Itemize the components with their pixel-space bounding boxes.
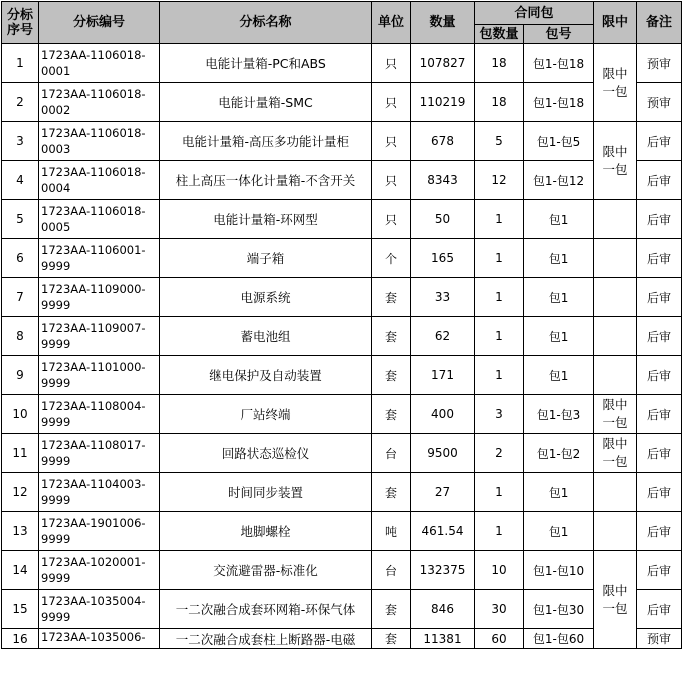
table-row (2, 239, 682, 278)
cell-limit (594, 473, 637, 512)
code-line-1: 1723AA-1106018- (41, 126, 146, 140)
header-package-number: 包号 (524, 25, 594, 44)
table-row (2, 356, 682, 395)
table-row (2, 44, 682, 83)
header-limit: 限中 (594, 2, 637, 44)
cell-qty: 50 (411, 200, 475, 239)
code-line-1: 1723AA-1035004- (41, 594, 146, 608)
code-line-2: 9999 (41, 259, 71, 273)
cell-code (39, 395, 160, 434)
cell-qty: 461.54 (411, 512, 475, 551)
cell-package-count: 18 (475, 83, 524, 122)
cell-code (39, 278, 160, 317)
cell-qty: 846 (411, 590, 475, 629)
cell-package-number: 包1 (524, 473, 594, 512)
cell-unit: 套 (372, 473, 411, 512)
cell-seq: 16 (2, 629, 39, 649)
cell-package-count: 12 (475, 161, 524, 200)
header-contract-package: 合同包 (475, 2, 594, 25)
cell-package-count: 1 (475, 317, 524, 356)
cell-name: 交流避雷器-标准化 (160, 551, 372, 590)
cell-limit: 限中 一包 (594, 122, 637, 200)
cell-package-number: 包1-包2 (524, 434, 594, 473)
cell-name: 柱上高压一体化计量箱-不含开关 (160, 161, 372, 200)
cell-qty: 132375 (411, 551, 475, 590)
cell-limit (594, 317, 637, 356)
cell-seq: 5 (2, 200, 39, 239)
code-line-2: 9999 (41, 298, 71, 312)
code-line-1: 1723AA-1106018- (41, 48, 146, 62)
cell-name: 时间同步装置 (160, 473, 372, 512)
cell-name: 端子箱 (160, 239, 372, 278)
code-line-1: 1723AA-1104003- (41, 477, 146, 491)
code-line-2: 9999 (41, 532, 71, 546)
cell-package-number: 包1-包30 (524, 590, 594, 629)
code-line-2: 0001 (41, 64, 71, 78)
cell-package-number: 包1 (524, 317, 594, 356)
cell-unit: 套 (372, 629, 411, 649)
code-line-2: 9999 (41, 415, 71, 429)
cell-package-number: 包1-包18 (524, 83, 594, 122)
cell-remark: 后审 (637, 278, 682, 317)
cell-package-number: 包1-包18 (524, 44, 594, 83)
cell-package-count: 1 (475, 512, 524, 551)
cell-unit: 只 (372, 122, 411, 161)
cell-package-count: 18 (475, 44, 524, 83)
cell-seq: 7 (2, 278, 39, 317)
cell-limit (594, 200, 637, 239)
cell-unit: 套 (372, 590, 411, 629)
code-line-1: 1723AA-1020001- (41, 555, 146, 569)
cell-limit: 限中 一包 (594, 434, 637, 473)
cell-qty: 9500 (411, 434, 475, 473)
cell-name: 一二次融合成套环网箱-环保气体 (160, 590, 372, 629)
cell-seq: 6 (2, 239, 39, 278)
header-remark: 备注 (637, 2, 682, 44)
cell-limit: 限中 一包 (594, 551, 637, 649)
cell-seq: 4 (2, 161, 39, 200)
table-row (2, 161, 682, 200)
code-line-2: 0004 (41, 181, 71, 195)
cell-name: 电能计量箱-高压多功能计量柜 (160, 122, 372, 161)
cell-seq: 13 (2, 512, 39, 551)
cell-remark: 后审 (637, 122, 682, 161)
cell-seq: 15 (2, 590, 39, 629)
cell-seq: 1 (2, 44, 39, 83)
cell-remark: 预审 (637, 83, 682, 122)
cell-code (39, 239, 160, 278)
cell-unit: 个 (372, 239, 411, 278)
cell-limit (594, 356, 637, 395)
code-line-2: 9999 (41, 610, 71, 624)
cell-unit: 只 (372, 44, 411, 83)
code-line-2: 0002 (41, 103, 71, 117)
cell-package-count: 10 (475, 551, 524, 590)
cell-remark: 预审 (637, 629, 682, 649)
code-line-1: 1723AA-1106018- (41, 165, 146, 179)
cell-unit: 台 (372, 551, 411, 590)
table-row (2, 512, 682, 551)
cell-package-number: 包1-包12 (524, 161, 594, 200)
header-seq: 分标 序号 (2, 2, 39, 44)
cell-limit: 限中 一包 (594, 395, 637, 434)
cell-name: 蓄电池组 (160, 317, 372, 356)
cell-qty: 110219 (411, 83, 475, 122)
cell-seq: 2 (2, 83, 39, 122)
cell-seq: 14 (2, 551, 39, 590)
header-unit: 单位 (372, 2, 411, 44)
code-line-1: 1723AA-1109000- (41, 282, 146, 296)
cell-name: 电能计量箱-SMC (160, 83, 372, 122)
cell-qty: 400 (411, 395, 475, 434)
cell-qty: 27 (411, 473, 475, 512)
cell-seq: 12 (2, 473, 39, 512)
table-body (2, 44, 682, 649)
code-line-1: 1723AA-1106018- (41, 204, 146, 218)
cell-qty: 11381 (411, 629, 475, 649)
cell-name: 回路状态巡检仪 (160, 434, 372, 473)
cell-seq: 11 (2, 434, 39, 473)
cell-code (39, 122, 160, 161)
cell-remark: 后审 (637, 473, 682, 512)
cell-name: 继电保护及自动装置 (160, 356, 372, 395)
table-row (2, 122, 682, 161)
header-name: 分标名称 (160, 2, 372, 44)
cell-unit: 套 (372, 356, 411, 395)
table-row (2, 551, 682, 590)
cell-name: 厂站终端 (160, 395, 372, 434)
cell-remark: 后审 (637, 551, 682, 590)
cell-remark: 后审 (637, 161, 682, 200)
cell-package-number: 包1 (524, 356, 594, 395)
cell-package-count: 1 (475, 239, 524, 278)
table-row (2, 200, 682, 239)
cell-code (39, 161, 160, 200)
table-row (2, 83, 682, 122)
cell-remark: 后审 (637, 200, 682, 239)
cell-code (39, 44, 160, 83)
code-line-2: 9999 (41, 571, 71, 585)
table-row (2, 278, 682, 317)
cell-qty: 678 (411, 122, 475, 161)
cell-qty: 62 (411, 317, 475, 356)
cell-unit: 只 (372, 83, 411, 122)
cell-remark: 后审 (637, 356, 682, 395)
cell-package-count: 1 (475, 356, 524, 395)
cell-remark: 后审 (637, 512, 682, 551)
cell-unit: 只 (372, 161, 411, 200)
code-line-1: 1723AA-1108004- (41, 399, 146, 413)
cell-package-count: 60 (475, 629, 524, 649)
cell-limit (594, 512, 637, 551)
cell-remark: 后审 (637, 395, 682, 434)
cell-seq: 9 (2, 356, 39, 395)
cell-code (39, 356, 160, 395)
cell-remark: 后审 (637, 434, 682, 473)
cell-package-count: 30 (475, 590, 524, 629)
cell-package-number: 包1-包3 (524, 395, 594, 434)
cell-package-number: 包1 (524, 512, 594, 551)
cell-code (39, 83, 160, 122)
code-line-1: 1723AA-1109007- (41, 321, 146, 335)
code-line-2: 9999 (41, 337, 71, 351)
header-code: 分标编号 (39, 2, 160, 44)
cell-package-count: 1 (475, 200, 524, 239)
cell-name: 地脚螺栓 (160, 512, 372, 551)
cell-remark: 后审 (637, 239, 682, 278)
cell-name: 一二次融合成套柱上断路器-电磁 (160, 629, 372, 649)
cell-unit: 套 (372, 317, 411, 356)
code-line-1: 1723AA-1035006- (41, 630, 146, 644)
cell-package-number: 包1 (524, 200, 594, 239)
cell-code (39, 434, 160, 473)
cell-unit: 吨 (372, 512, 411, 551)
cell-name: 电源系统 (160, 278, 372, 317)
cell-package-number: 包1-包10 (524, 551, 594, 590)
cell-package-count: 2 (475, 434, 524, 473)
table-row (2, 395, 682, 434)
code-line-1: 1723AA-1108017- (41, 438, 146, 452)
table-row (2, 629, 682, 649)
table-row (2, 473, 682, 512)
cell-name: 电能计量箱-环网型 (160, 200, 372, 239)
bid-section-table (1, 1, 682, 649)
cell-remark: 预审 (637, 44, 682, 83)
header-package-count: 包数量 (475, 25, 524, 44)
cell-unit: 台 (372, 434, 411, 473)
table-row (2, 590, 682, 629)
cell-remark: 后审 (637, 317, 682, 356)
cell-limit (594, 239, 637, 278)
cell-qty: 107827 (411, 44, 475, 83)
cell-package-count: 3 (475, 395, 524, 434)
code-line-2: 9999 (41, 493, 71, 507)
code-line-1: 1723AA-1106018- (41, 87, 146, 101)
cell-unit: 套 (372, 278, 411, 317)
cell-package-number: 包1-包60 (524, 629, 594, 649)
header-qty: 数量 (411, 2, 475, 44)
table-row (2, 434, 682, 473)
cell-code (39, 512, 160, 551)
cell-package-count: 1 (475, 473, 524, 512)
table-row (2, 317, 682, 356)
code-line-2: 9999 (41, 376, 71, 390)
cell-seq: 8 (2, 317, 39, 356)
cell-code (39, 629, 160, 649)
cell-code (39, 551, 160, 590)
cell-package-number: 包1 (524, 239, 594, 278)
cell-package-count: 5 (475, 122, 524, 161)
cell-qty: 33 (411, 278, 475, 317)
cell-code (39, 317, 160, 356)
cell-package-number: 包1 (524, 278, 594, 317)
cell-name: 电能计量箱-PC和ABS (160, 44, 372, 83)
cell-remark: 后审 (637, 590, 682, 629)
cell-code (39, 590, 160, 629)
cell-seq: 3 (2, 122, 39, 161)
code-line-2: 0005 (41, 220, 71, 234)
cell-code (39, 473, 160, 512)
cell-limit: 限中 一包 (594, 44, 637, 122)
code-line-1: 1723AA-1901006- (41, 516, 146, 530)
code-line-1: 1723AA-1106001- (41, 243, 146, 257)
code-line-1: 1723AA-1101000- (41, 360, 146, 374)
cell-limit (594, 278, 637, 317)
cell-package-count: 1 (475, 278, 524, 317)
cell-seq: 10 (2, 395, 39, 434)
cell-code (39, 200, 160, 239)
cell-qty: 171 (411, 356, 475, 395)
code-line-2: 0003 (41, 142, 71, 156)
cell-unit: 套 (372, 395, 411, 434)
cell-qty: 8343 (411, 161, 475, 200)
code-line-2: 9999 (41, 454, 71, 468)
cell-qty: 165 (411, 239, 475, 278)
cell-unit: 只 (372, 200, 411, 239)
cell-package-number: 包1-包5 (524, 122, 594, 161)
